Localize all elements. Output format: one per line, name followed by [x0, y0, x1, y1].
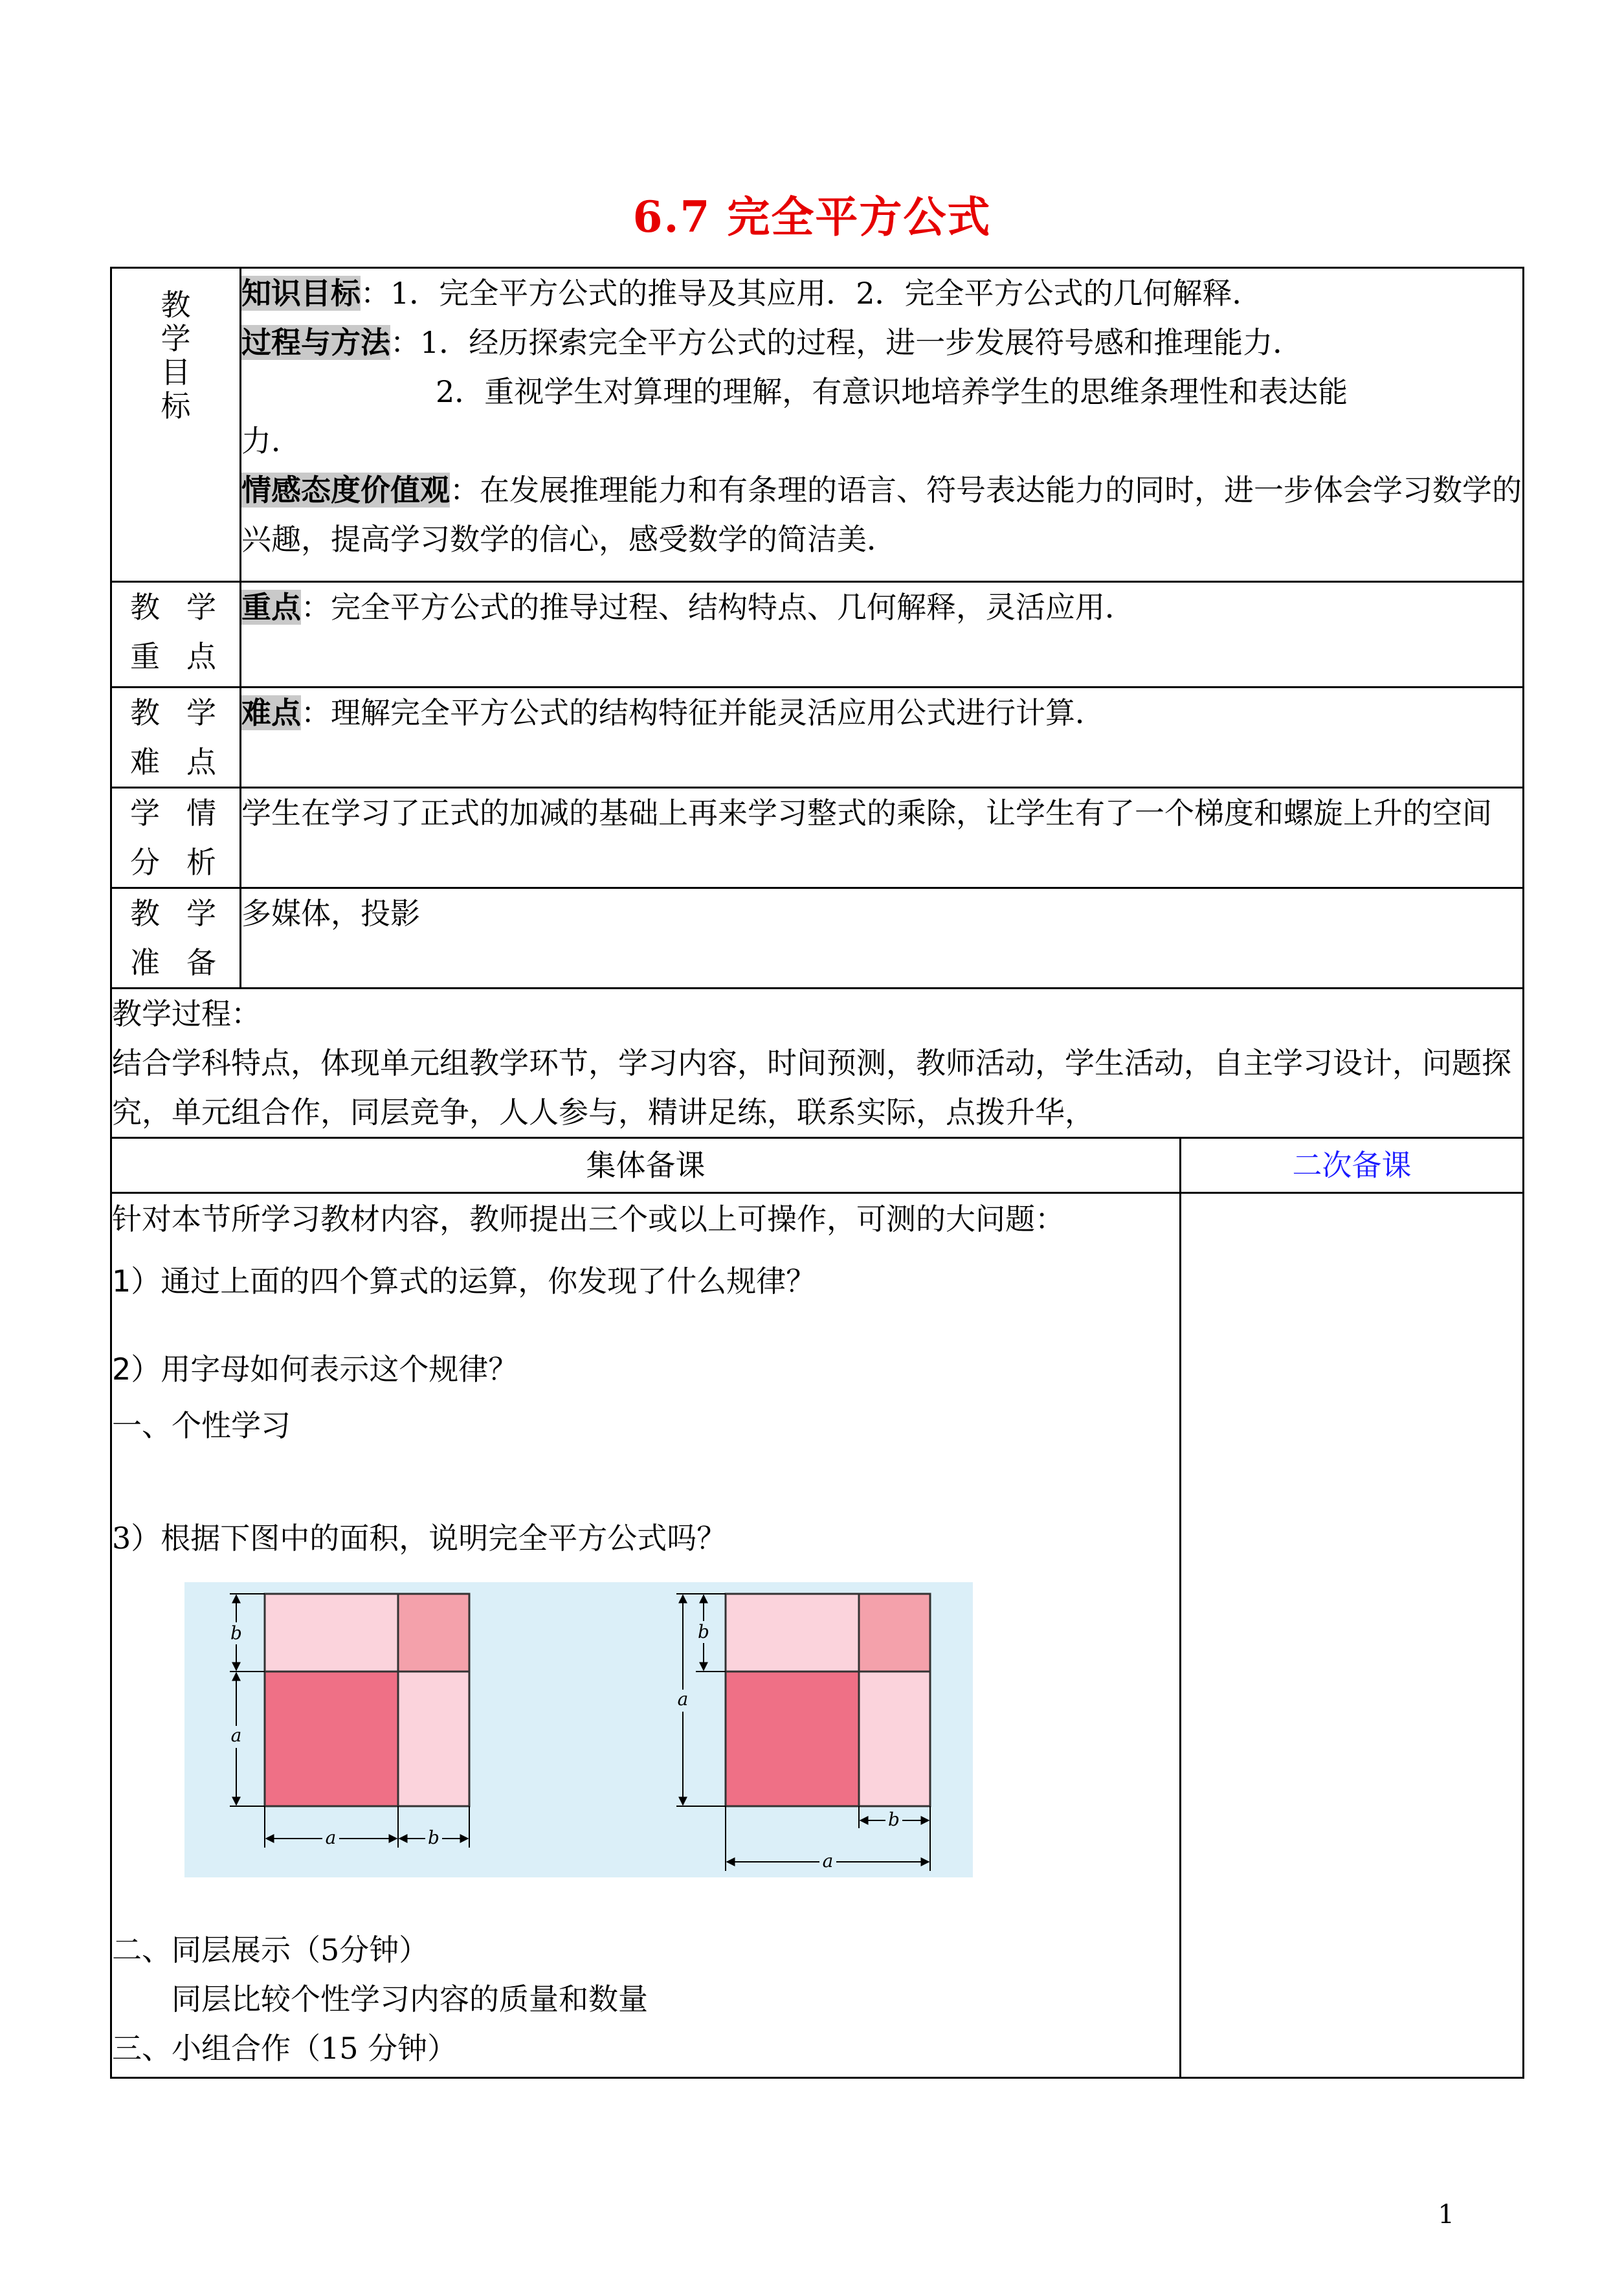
label-a-left-horizontal: a [325, 1827, 337, 1848]
knowledge-label: 知识目标 [241, 276, 361, 311]
process-text-1: ：1．经历探索完全平方公式的过程，进一步发展符号感和推理能力． [390, 325, 1303, 360]
secondary-prep-header: 二次备课 [1181, 1138, 1524, 1193]
area-figure-wrapper [112, 1582, 1179, 1886]
emotion-label: 情感态度价值观 [241, 473, 450, 508]
preparation-label: 教 学 准 备 [111, 888, 241, 989]
difficulties-head: 难点 [241, 695, 301, 730]
process-label: 过程与方法 [241, 325, 390, 360]
rect-ab-right [398, 1672, 469, 1806]
lesson-body [111, 1193, 1181, 2078]
objectives-label: 教 学 目 标 [161, 287, 191, 423]
label-a-left-vertical: a [230, 1725, 242, 1746]
secondary-prep-cell [1181, 1193, 1524, 2078]
lesson-plan-table [110, 267, 1524, 2079]
question-3: 3）根据下图中的面积，说明完全平方公式吗？ [112, 1521, 727, 1556]
objectives-label-cell [111, 268, 241, 582]
right-square-diagram [675, 1594, 930, 1872]
process-content [111, 989, 1524, 1138]
difficulties-text: ：理解完全平方公式的结构特征并能灵活应用公式进行计算． [301, 695, 1105, 730]
label-b-left-horizontal: b [428, 1827, 439, 1848]
key-points-label: 教 学 重 点 [111, 582, 241, 688]
analysis-row [111, 788, 1524, 888]
columns-header-row [111, 1138, 1524, 1193]
area-figure [184, 1582, 973, 1877]
question-2: 2）用字母如何表示这个规律？ [112, 1352, 518, 1387]
process-row [111, 989, 1524, 1138]
key-points-row [111, 582, 1524, 688]
difficulties-row [111, 688, 1524, 788]
rect-ab-top [265, 1594, 398, 1672]
label-b-right-horizontal: b [888, 1809, 900, 1830]
lesson-intro: 针对本节所学习教材内容，教师提出三个或以上可操作，可测的大问题： [112, 1202, 1065, 1236]
difficulties-label: 教 学 难 点 [111, 688, 241, 788]
preparation-row [111, 888, 1524, 989]
section-peer-display: 二、同层展示（5分钟） [112, 1932, 429, 1967]
collective-prep-header: 集体备课 [111, 1138, 1181, 1193]
analysis-content: 学生在学习了正式的加减的基础上再来学习整式的乘除，让学生有了一个梯度和螺旋上升的空间 [241, 788, 1524, 888]
page-title: 6.7 完全平方公式 [632, 192, 992, 242]
left-square-diagram [228, 1594, 469, 1848]
objectives-row [111, 268, 1524, 582]
perfect-square-diagrams [184, 1582, 973, 1877]
label-a-right-vertical: a [677, 1688, 689, 1710]
label-b-left-vertical: b [230, 1622, 242, 1644]
emotion-text: ：在发展推理能力和有条理的语言、符号表达能力的同时，进一步体会学习数学的兴趣，提高学习数学的信心，感受数学的简洁美． [241, 473, 1522, 557]
difficulties-content [241, 688, 1524, 788]
process-text-3: 力． [241, 423, 301, 458]
label-b-right-vertical: b [698, 1621, 709, 1642]
label-a-right-horizontal: a [822, 1850, 834, 1872]
process-text-2: 2．重视学生对算理的理解，有意识地培养学生的思维条理性和表达能 [436, 374, 1348, 409]
lesson-body-row [111, 1193, 1524, 2078]
square-b-right [859, 1594, 930, 1672]
peer-display-text: 同层比较个性学习内容的质量和数量 [172, 1982, 648, 2017]
objectives-content [241, 268, 1524, 582]
square-a [265, 1672, 398, 1806]
square-a-right [726, 1672, 859, 1806]
key-points-content [241, 582, 1524, 688]
knowledge-text: ：1．完全平方公式的推导及其应用．2．完全平方公式的几何解释． [361, 276, 1262, 311]
key-points-head: 重点 [241, 590, 301, 625]
process-heading: 教学过程： [112, 996, 261, 1031]
key-points-text: ：完全平方公式的推导过程、结构特点、几何解释，灵活应用． [301, 590, 1135, 625]
process-text: 结合学科特点，体现单元组教学环节，学习内容，时间预测，教师活动，学生活动，自主学习设计，问题探究，单元组合作，同层竞争，人人参与，精讲足练，联系实际，点拨升华， [112, 1046, 1511, 1130]
rect-ab-top-right [726, 1594, 859, 1672]
rect-ab-right-right [859, 1672, 930, 1806]
section-individual-study: 一、个性学习 [112, 1408, 291, 1443]
square-b [398, 1594, 469, 1672]
question-1: 1）通过上面的四个算式的运算，你发现了什么规律？ [112, 1264, 816, 1299]
page-number: 1 [1438, 2200, 1454, 2230]
analysis-label: 学 情 分 析 [111, 788, 241, 888]
section-group-work: 三、小组合作（15 分钟） [112, 2031, 458, 2066]
preparation-content: 多媒体，投影 [241, 888, 1524, 989]
